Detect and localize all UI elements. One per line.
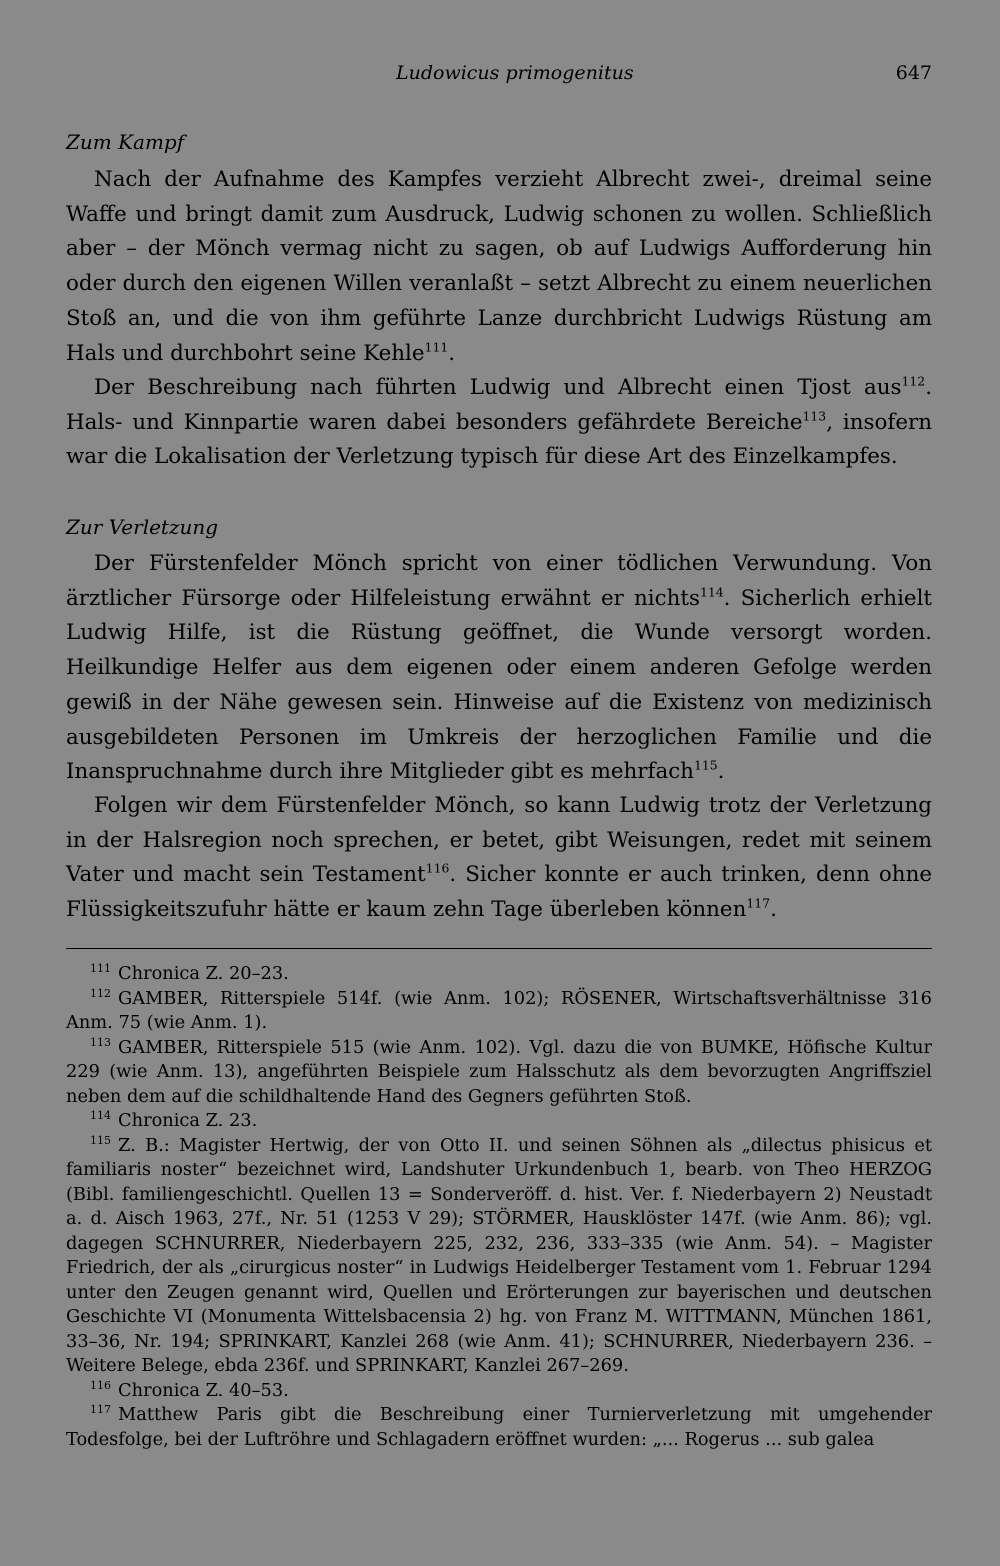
footnote-text: Z. B.: Magister Hertwig, der von Otto II. und seinen Söhnen als „dilectus phisicus et familiaris noster“ bezeichnet wird, Landshuter Urkundenbuch 1, bearb. von Theo HERZOG (Bibl. familiengeschichtl. Quellen 13 = Sonderveröff. d. hist. Ver. f. Niederbayern 2) Neustadt a. d. Aisch 1963, 27f., Nr. 51 (1253 V 29); STÖRMER, Hausklöster 147f. (wie Anm. 86); vgl. dagegen SCHNURRER, Niederbayern 225, 232, 236, 333–335 (wie Anm. 54). – Magister Friedrich, der als „cirurgicus noster“ in Ludwigs Heidelberger Testament vom 1. Februar 1294 unter den Zeugen genannt wird, Quellen und Erörterungen zur bayerischen und deutschen Geschichte VI (Monumenta Wittelsbacensia 2) hg. von Franz M. WITTMANN, München 1861, 33–36, Nr. 194; SPRINKART, Kanzlei 268 (wie Anm. 41); SCHNURRER, Niederbayern 236. – Weitere Belege, ebda 236f. und SPRINKART, Kanzlei 267–269. [66, 1134, 932, 1376]
paragraph [66, 163, 932, 371]
footnote-number: 115 [90, 1133, 112, 1147]
footnote-number: 114 [90, 1109, 112, 1123]
footnote [66, 962, 932, 987]
book-page [66, 0, 932, 1566]
footnote-number: 112 [90, 986, 112, 1000]
footnote-ref: 115 [693, 757, 718, 773]
text-run: . [770, 897, 777, 923]
text-run: . Sicher konnte er auch trinken, denn ohne Flüssigkeitszufuhr hätte er kaum zehn Tage überleben können [66, 862, 933, 923]
text-run: , insofern war die Lokalisation der Verletzung typisch für diese Art des Einzelkampfes. [66, 409, 932, 470]
footnote-number: 116 [90, 1378, 112, 1392]
footnote-ref: 113 [802, 408, 827, 424]
running-title: Ludowicus primogenitus [396, 62, 634, 84]
text-run: Der Fürstenfelder Mönch spricht von einer tödlichen Verwundung. Von ärztlicher Fürsorge oder Hilfeleistung erwähnt er nichts [66, 551, 932, 611]
footnote-text: Chronica Z. 40–53. [118, 1379, 289, 1401]
footnote [66, 1403, 932, 1452]
footnote [66, 1109, 932, 1134]
text-run: . Sicherlich erhielt Ludwig Hilfe, ist die Rüstung geöffnet, die Wunde versorgt worden. Heilkundige Helfer aus dem eigenen oder einem anderen Gefolge werden gewiß in der Nähe gewesen sein. Hinweise auf die Existenz von medizinisch ausgebildeten Personen im Umkreis der herzoglichen Familie und die Inanspruchnahme durch ihre Mitglieder gibt es mehrfach [66, 585, 933, 785]
footnote-text: GAMBER, Ritterspiele 515 (wie Anm. 102). Vgl. dazu die von BUMKE, Höfische Kultur 229 (wie Anm. 13), angeführten Beispiele zum Halsschutz als dem bevorzugten Angriffsziel neben dem auf die schildhaltende Hand des Gegners geführten Stoß. [66, 1036, 932, 1107]
text-run: . Hals- und Kinnpartie waren dabei besonders gefährdete Bereiche [66, 375, 932, 435]
footnote-text: Chronica Z. 23. [118, 1110, 258, 1131]
footnote [66, 1379, 932, 1404]
footnote-text: Matthew Paris gibt die Beschreibung einer Turnierverletzung mit umgehender Todesfolge, bei der Luftröhre und Schlagadern eröffnet wurden: „... Rogerus ... sub galea [66, 1404, 932, 1450]
footnote-ref: 114 [699, 584, 724, 600]
section-heading-verletzung: Zur Verletzung [66, 515, 219, 539]
footnote [66, 987, 932, 1036]
footnote-ref: 117 [746, 895, 771, 911]
text-run: Nach der Aufnahme des Kampfes verzieht Albrecht zwei-, dreimal seine Waffe und bringt damit zum Ausdruck, Ludwig schonen zu wollen. Schließlich aber – der Mönch vermag nicht zu sagen, ob auf Ludwigs Aufforderung hin oder durch den eigenen Willen veranlaßt – setzt Albrecht zu einem neuerlichen Stoß an, und die von ihm geführte Lanze durchbricht Ludwigs Rüstung am Hals und durchbohrt seine Kehle [66, 167, 932, 366]
paragraph [66, 547, 932, 790]
footnote [66, 1134, 932, 1379]
running-header [66, 62, 932, 92]
footnotes [66, 962, 932, 1452]
footnote-rule [66, 948, 932, 949]
footnote-ref: 112 [901, 373, 926, 389]
footnote-number: 111 [90, 962, 112, 976]
footnote-text: Chronica Z. 20–23. [118, 963, 289, 984]
text-run: . [448, 340, 456, 366]
footnote-text: GAMBER, Ritterspiele 514f. (wie Anm. 102); RÖSENER, Wirtschaftsverhältnisse 316 Anm. 75 (wie Anm. 1). [66, 987, 932, 1033]
footnote-ref: 111 [424, 339, 449, 355]
paragraph [66, 371, 932, 475]
footnote-number: 117 [90, 1403, 112, 1417]
footnote-ref: 116 [425, 860, 450, 876]
footnote [66, 1036, 932, 1110]
text-run: Der Beschreibung nach führten Ludwig und Albrecht einen Tjost aus [94, 375, 902, 400]
text-run: Folgen wir dem Fürstenfelder Mönch, so kann Ludwig trotz der Verletzung in der Halsregion noch sprechen, er betet, gibt Weisungen, redet mit seinem Vater und macht sein Testament [66, 793, 932, 888]
paragraph [66, 789, 932, 928]
text-run: . [717, 759, 725, 785]
section-heading-kampf: Zum Kampf [66, 130, 185, 154]
page-number: 647 [895, 62, 932, 84]
footnote-number: 113 [90, 1035, 112, 1049]
